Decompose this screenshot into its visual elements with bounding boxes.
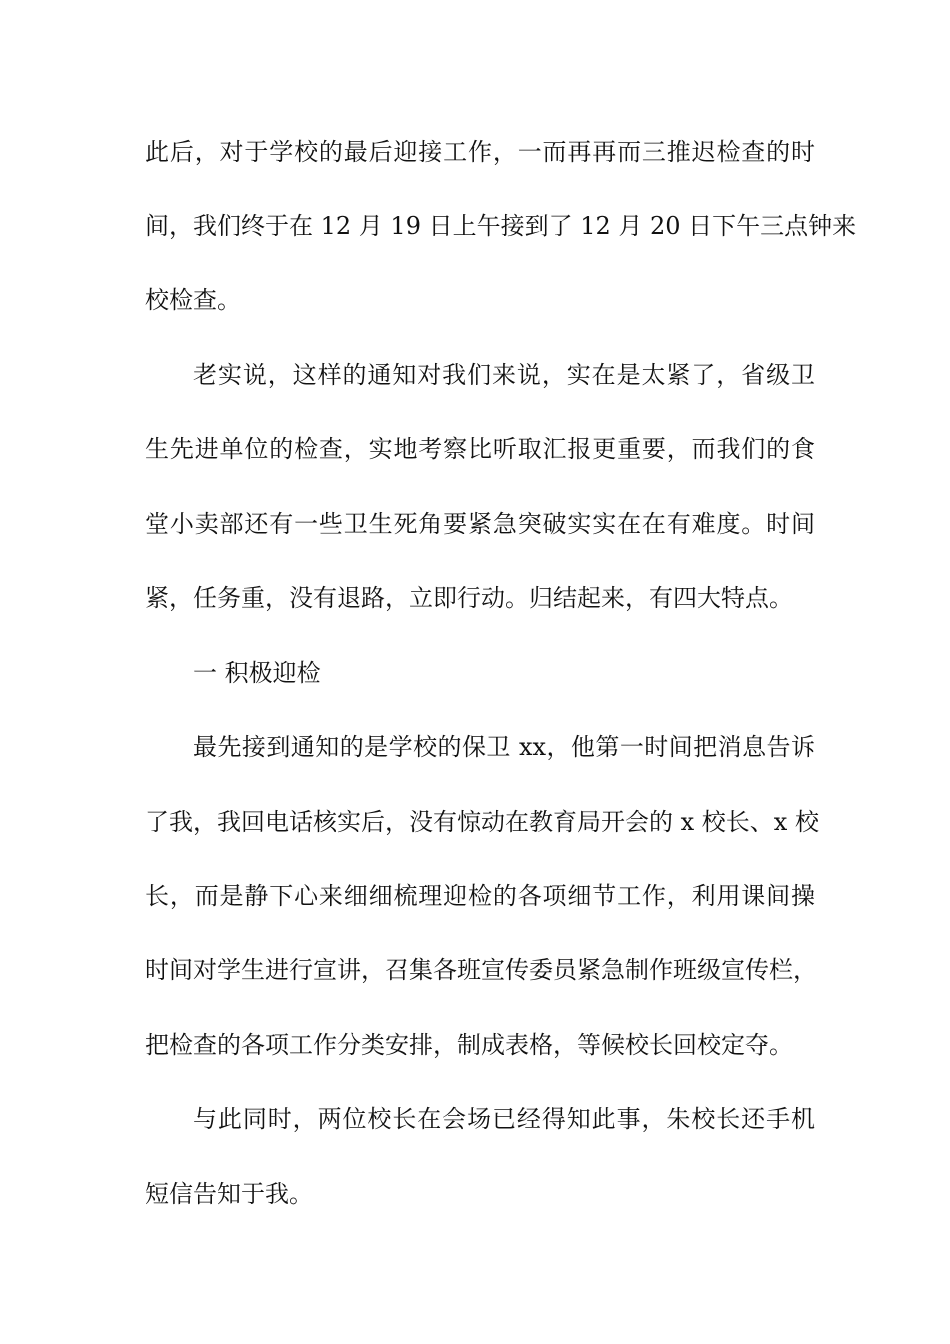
paragraph-2-line-1: 老实说，这样的通知对我们来说，实在是太紧了，省级卫 [193,361,815,389]
paragraph-3-line-5: 把检查的各项工作分类安排，制成表格，等候校长回校定夺。 [145,1031,793,1059]
paragraph-3-line-2: 了我，我回电话核实后，没有惊动在教育局开会的 x 校长、x 校 [145,808,819,836]
paragraph-4-line-1: 与此同时，两位校长在会场已经得知此事，朱校长还手机 [193,1105,815,1133]
paragraph-1-line-1: 此后，对于学校的最后迎接工作，一而再再而三推迟检查的时 [145,138,815,166]
paragraph-1-line-2: 间，我们终于在 12 月 19 日上午接到了 12 月 20 日下午三点钟来 [145,212,857,240]
paragraph-2-line-4: 紧，任务重，没有退路，立即行动。归结起来，有四大特点。 [145,584,793,612]
paragraph-3-line-3: 长，而是静下心来细细梳理迎检的各项细节工作，利用课间操 [145,882,815,910]
paragraph-3-line-1: 最先接到通知的是学校的保卫 xx，他第一时间把消息告诉 [193,733,815,761]
paragraph-2-line-3: 堂小卖部还有一些卫生死角要紧急突破实实在在有难度。时间 [145,510,815,538]
paragraph-4-line-2: 短信告知于我。 [145,1180,313,1208]
section-heading: 一 积极迎检 [193,659,321,687]
paragraph-3-line-4: 时间对学生进行宣讲，召集各班宣传委员紧急制作班级宣传栏， [145,956,817,984]
paragraph-1-line-3: 校检查。 [145,286,241,314]
paragraph-2-line-2: 生先进单位的检查，实地考察比听取汇报更重要，而我们的食 [145,435,815,463]
